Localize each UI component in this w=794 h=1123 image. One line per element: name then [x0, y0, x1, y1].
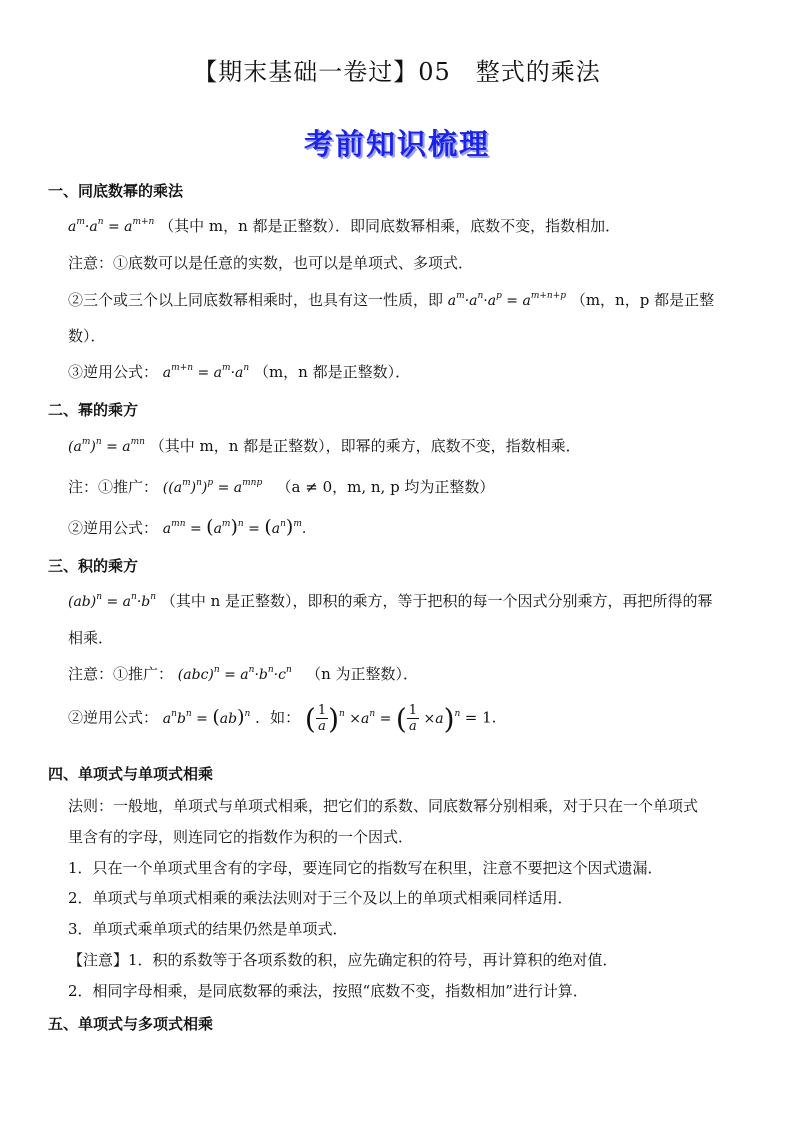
s2-line-2-tail: （a ≠ 0，m, n, p 均为正整数）	[276, 478, 495, 496]
formula-product-power-extension: $(abc)^n = a^n\cdot b^n\cdot c^n$	[177, 665, 292, 683]
s3-line-4-mid: ．如：	[255, 708, 301, 727]
s3-line-1-text: （其中 n 是正整数），即积的乘方，等于把积的每一个因式分别乘方，再把所得的幂	[160, 592, 713, 610]
s1-line-3	[68, 289, 714, 310]
formula-product-power: $(ab)^n = a^n\cdot b^n$	[68, 592, 157, 610]
s1-line-5-text: ③逆用公式：	[68, 363, 159, 381]
s1-line-5-tail: （m，n 都是正整数）．	[253, 363, 411, 381]
s1-line-5	[68, 361, 410, 382]
formula-inverse-power: $a^{mn} = (a^m)^n = (a^n)^m$.	[162, 516, 307, 538]
formula-product-rule: $a^m\cdot a^n = a^{m+n}$	[68, 217, 155, 235]
s3-line-1	[68, 590, 713, 611]
section-heading-4: 四、单项式与单项式相乘	[48, 765, 214, 783]
page-subtitle: 考前知识梳理	[303, 127, 490, 161]
s2-line-3-text: ②逆用公式：	[68, 519, 159, 537]
s4-line-6: 【注意】1．积的系数等于各项系数的积，应先确定积的符号，再计算积的绝对值．	[68, 951, 618, 969]
s4-line-5: 3．单项式乘单项式的结果仍然是单项式．	[68, 920, 348, 938]
s2-line-3	[68, 516, 306, 538]
formula-example: ( $\frac{1}{a}$ )$^n \times a^n$ = ( $\frac{1}{a}$ ×a)$^n$	[304, 702, 461, 735]
s1-line-2: 注意：①底数可以是任意的实数，也可以是单项式、多项式．	[68, 254, 474, 272]
s4-line-1: 法则：一般地，单项式与单项式相乘，把它们的系数、同底数幂分别相乘，对于只在一个单项式	[68, 797, 699, 815]
s1-line-4: 数）．	[68, 327, 106, 345]
formula-inverse-product: $a^{m+n} = a^m\cdot a^n$	[162, 363, 250, 381]
section-heading-5: 五、单项式与多项式相乘	[48, 1015, 214, 1033]
s3-line-3	[68, 663, 418, 684]
s1-line-3-text: ②三个或三个以上同底数幂相乘时，也具有这一性质，即	[68, 291, 444, 309]
s1-line-3-tail: （m，n，p 都是正整	[570, 291, 715, 309]
s2-line-2-text: 注：①推广：	[68, 478, 159, 496]
s4-line-3: 1．只在一个单项式里含有的字母，要连同它的指数写在积里，注意不要把这个因式遗漏．	[68, 859, 663, 877]
section-heading-1: 一、同底数幂的乘法	[48, 182, 184, 200]
s4-line-2: 里含有的字母，则连同它的指数作为积的一个因式．	[68, 828, 414, 846]
section-heading-3: 三、积的乘方	[48, 557, 139, 575]
page-title: 【期末基础一卷过】05 整式的乘法	[193, 58, 601, 86]
s3-line-3-text: 注意：①推广：	[68, 665, 174, 683]
s4-line-7: 2．相同字母相乘，是同底数幂的乘法，按照“底数不变，指数相加”进行计算．	[68, 982, 588, 1000]
formula-triple-product: $a^m\cdot a^n\cdot a^p = a^{m+n+p}$	[447, 291, 567, 309]
s4-line-4: 2．单项式与单项式相乘的乘法法则对于三个及以上的单项式相乘同样适用．	[68, 889, 573, 907]
s3-line-4-text: ②逆用公式：	[68, 708, 159, 727]
formula-inverse-product-power: $a^nb^n = (ab)^n$	[162, 705, 251, 728]
s2-line-1	[68, 435, 581, 456]
s3-line-3-tail: （n 为正整数）．	[306, 665, 419, 683]
s1-line-1-text: （其中 m，n 都是正整数）．即同底数幂相乘，底数不变，指数相加．	[159, 217, 621, 235]
s3-line-4	[68, 702, 496, 735]
s2-line-1-text: （其中 m，n 都是正整数），即幂的乘方，底数不变，指数相乘．	[149, 437, 581, 455]
s3-line-2: 相乘．	[68, 629, 114, 647]
formula-power-rule: $(a^m)^n = a^{mn}$	[68, 437, 145, 455]
formula-power-extension: $((a^m)^n)^p = a^{mnp}$	[162, 478, 263, 496]
s2-line-2	[68, 476, 494, 497]
s3-line-4-end: = 1.	[464, 708, 497, 727]
s1-line-1	[68, 215, 620, 236]
section-heading-2: 二、幂的乘方	[48, 401, 139, 419]
